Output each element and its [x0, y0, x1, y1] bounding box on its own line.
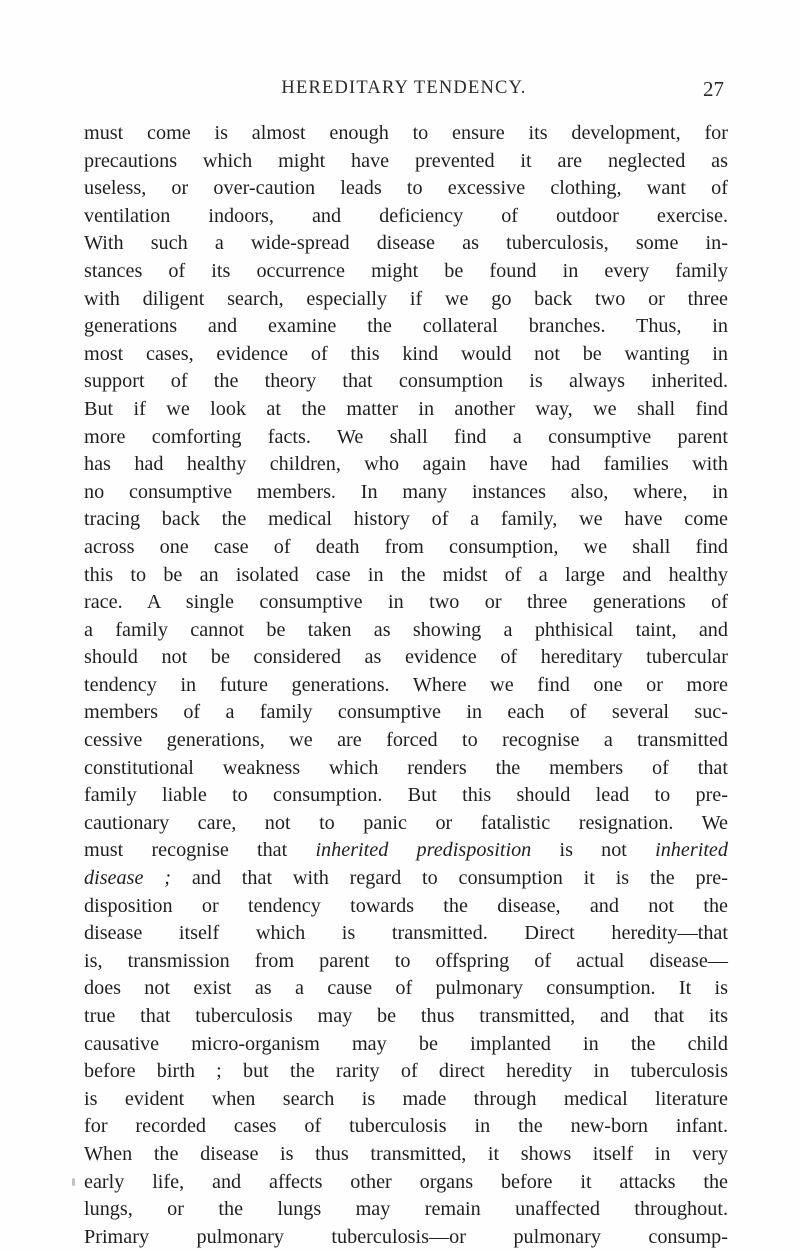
text-run: must recognise that: [84, 839, 316, 862]
running-head: [84, 78, 724, 108]
text-line: useless, or over-caution leads to excessive clothing, want of: [84, 177, 728, 200]
text-line: With such a wide-spread disease as tuberculosis, some in-: [84, 232, 728, 255]
text-line: cessive generations, we are forced to recognise a transmitted: [84, 729, 728, 752]
text-line: constitutional weakness which renders the members of that: [84, 756, 728, 779]
text-line: with diligent search, especially if we go back two or three: [84, 287, 728, 310]
text-line: early life, and affects other organs before it attacks the: [84, 1170, 728, 1193]
text-run: and that with regard to consumption it is the pre-: [170, 867, 728, 890]
text-line: lungs, or the lungs may remain unaffected throughout.: [84, 1198, 728, 1221]
italic-phrase: disease ;: [84, 867, 171, 890]
text-line: a family cannot be taken as showing a phthisical taint, and: [84, 618, 728, 641]
text-line: before birth ; but the rarity of direct heredity in tuberculosis: [84, 1060, 728, 1083]
italic-phrase: inherited: [655, 839, 728, 862]
paper-speck: [72, 1178, 75, 1186]
text-line: must come is almost enough to ensure its development, for: [84, 122, 728, 144]
text-line: precautions which might have prevented it are neglected as: [84, 149, 728, 172]
text-line: When the disease is thus transmitted, it shows itself in very: [84, 1142, 728, 1165]
italic-phrase: inherited predisposition: [315, 839, 532, 862]
body-text: [84, 120, 728, 1251]
text-line: stances of its occurrence might be found in every family: [84, 259, 728, 282]
text-line: is, transmission from parent to offspring of actual disease—: [84, 949, 728, 972]
text-line: tracing back the medical history of a family, we have come: [84, 508, 728, 531]
text-line: more comforting facts. We shall find a consumptive parent: [84, 425, 728, 448]
text-line: no consumptive members. In many instances also, where, in: [84, 480, 728, 503]
text-line: cautionary care, not to panic or fatalistic resignation. We: [84, 811, 728, 834]
text-line: for recorded cases of tuberculosis in the new-born infant.: [84, 1115, 728, 1138]
text-line: is evident when search is made through medical literature: [84, 1087, 728, 1110]
text-line: most cases, evidence of this kind would not be wanting in: [84, 342, 728, 365]
text-line: But if we look at the matter in another way, we shall find: [84, 397, 728, 420]
text-line: has had healthy children, who again have had families with: [84, 453, 728, 476]
running-head-title: HEREDITARY TENDENCY.: [281, 78, 527, 98]
text-line: disposition or tendency towards the disease, and not the: [84, 894, 728, 917]
text-line: should not be considered as evidence of hereditary tubercular: [84, 646, 728, 669]
text-line: members of a family consumptive in each of several suc-: [84, 701, 728, 724]
text-line: tendency in future generations. Where we find one or more: [84, 673, 728, 696]
text-line-with-italics: [84, 837, 728, 865]
text-line-with-italics: [84, 865, 728, 893]
text-line: family liable to consumption. But this should lead to pre-: [84, 784, 728, 807]
text-line: generations and examine the collateral branches. Thus, in: [84, 315, 728, 338]
text-line: ventilation indoors, and deficiency of outdoor exercise.: [84, 204, 728, 227]
text-line: support of the theory that consumption is always inherited.: [84, 370, 728, 393]
text-line: causative micro-organism may be implanted in the child: [84, 1032, 728, 1055]
text-line: across one case of death from consumption, we shall find: [84, 535, 728, 558]
page-number: 27: [703, 77, 724, 101]
text-line: this to be an isolated case in the midst of a large and healthy: [84, 563, 728, 586]
text-line: true that tuberculosis may be thus transmitted, and that its: [84, 1005, 728, 1027]
text-run: is not: [531, 839, 656, 862]
text-line: Primary pulmonary tuberculosis—or pulmonary consump-: [84, 1225, 728, 1248]
text-line: does not exist as a cause of pulmonary consumption. It is: [84, 977, 728, 1000]
text-line: race. A single consumptive in two or three generations of: [84, 591, 728, 614]
text-line: disease itself which is transmitted. Direct heredity—that: [84, 922, 728, 945]
